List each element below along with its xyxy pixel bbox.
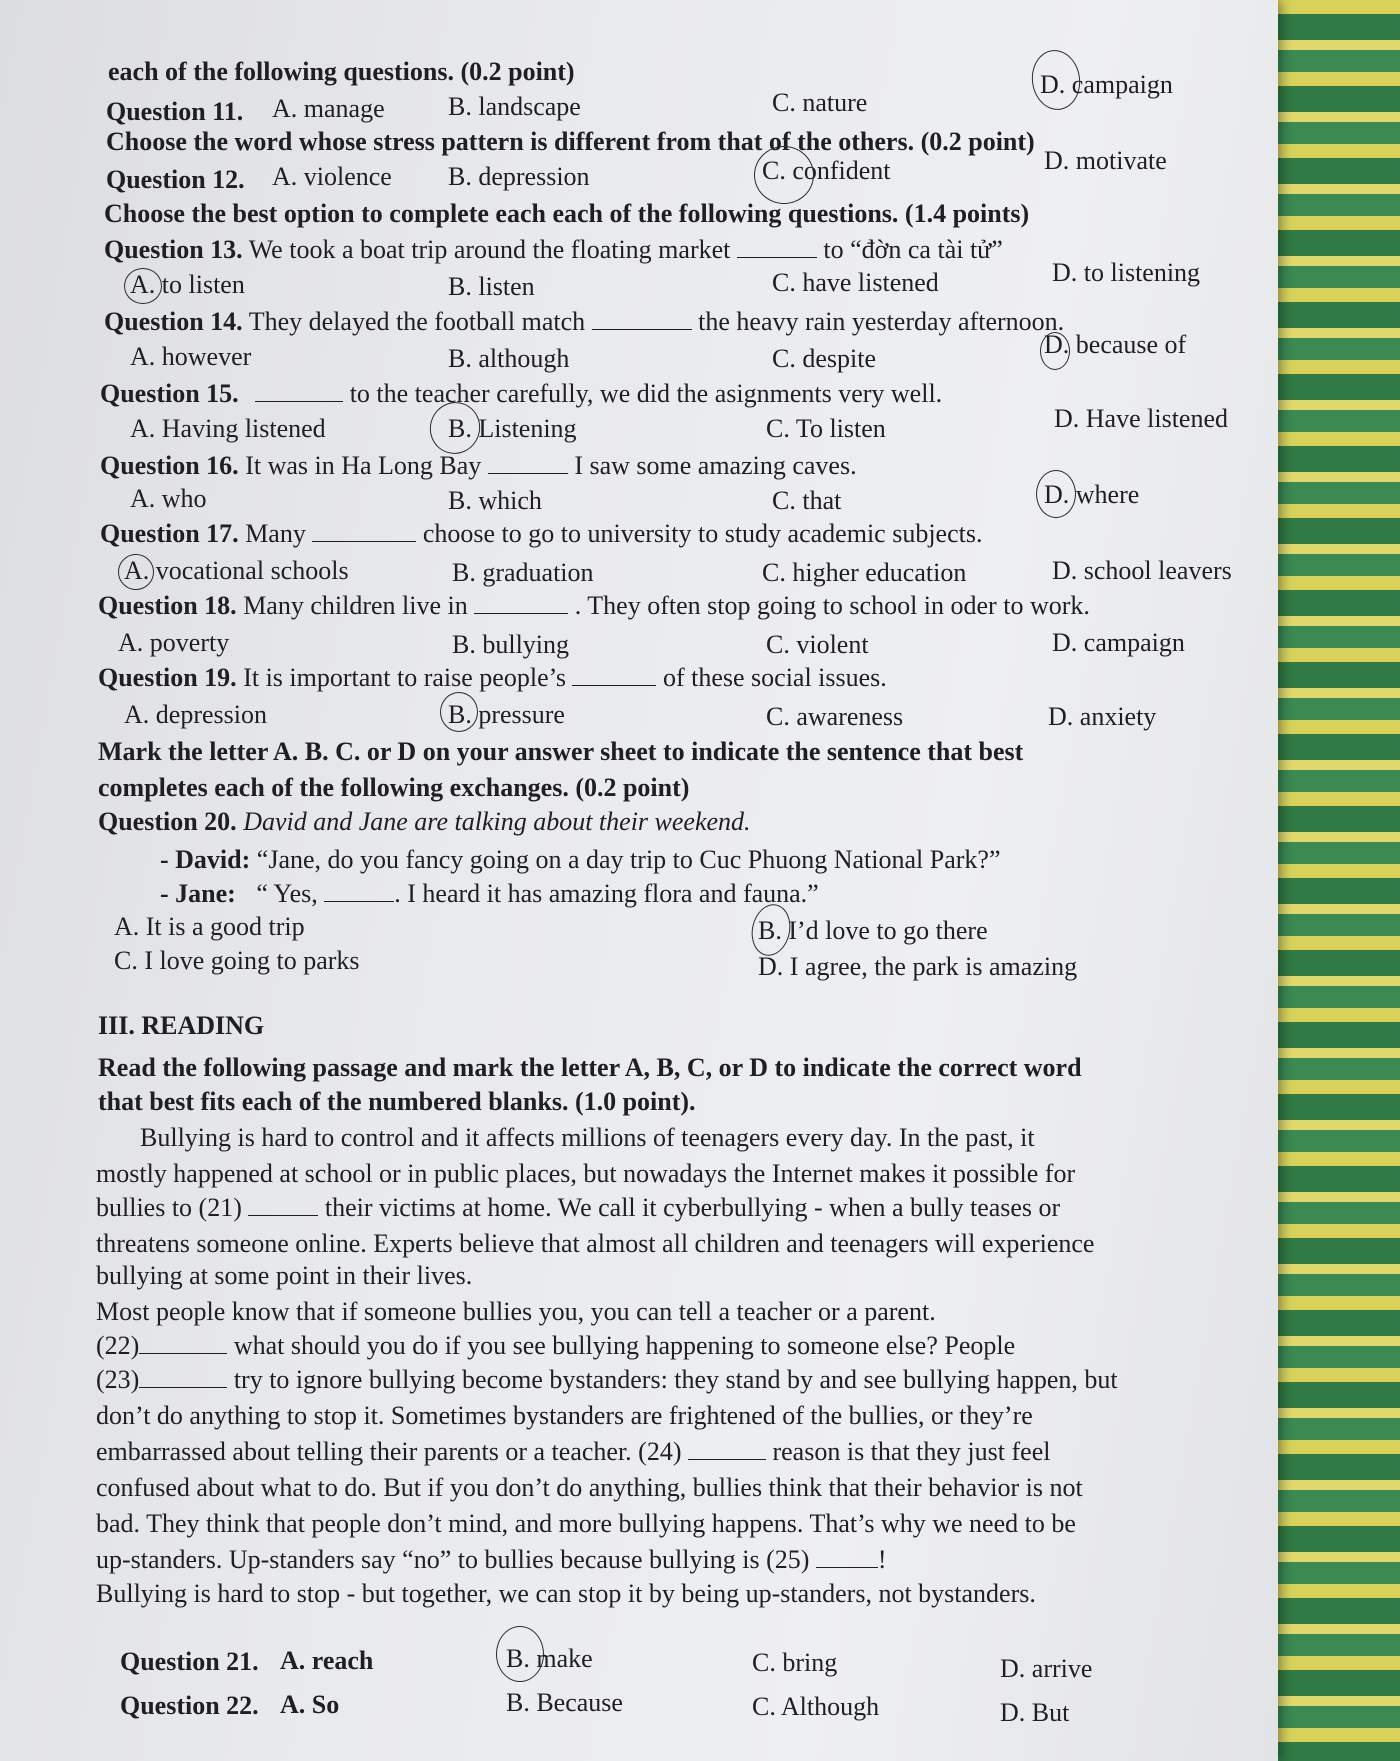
q11-option-d[interactable]: D. campaign [1040,70,1173,99]
reading-instruction-line1: Read the following passage and mark the letter A, B, C, or D to indicate the correct word [98,1053,1082,1082]
question-19-stem-part2: of these social issues. [662,663,887,692]
section-stress-instruction: Choose the word whose stress pattern is different from that of the others. (0.2 point) [106,127,1035,156]
passage-text: (23) [96,1365,140,1394]
passage-text: their victims at home. We call it cyberbullying - when a bully teases or [324,1193,1061,1222]
question-13-stem-part1: We took a boat trip around the floating market [248,235,731,264]
question-19-stem-part1: It is important to raise people’s [243,663,566,692]
blank-24 [688,1459,766,1460]
question-16-stem-part1: It was in Ha Long Bay [245,451,482,480]
q22-option-d[interactable]: D. But [1000,1698,1070,1727]
q22-option-a[interactable]: A. So [280,1690,340,1719]
jane-label: - Jane: [160,879,236,908]
blank-22 [139,1353,227,1354]
background-mat [1270,0,1400,1761]
q20-option-c[interactable]: C. I love going to parks [114,946,360,975]
question-15-label: Question 15. [100,379,239,408]
q17-option-d[interactable]: D. school leavers [1052,556,1232,585]
answer-blank [324,901,394,902]
blank-23 [139,1387,227,1388]
section-reading-title: III. READING [98,1011,265,1040]
question-18-stem [98,592,1090,621]
q12-option-c[interactable]: C. confident [762,156,891,185]
passage-text: try to ignore bullying become bystanders: they stand by and see bullying happen, but [233,1365,1118,1394]
question-17-stem [100,520,982,549]
passage-text: ! [877,1545,887,1574]
passage-line-22 [96,1332,1015,1361]
passage-line-24 [96,1438,1050,1467]
blank-21 [248,1215,318,1216]
q17-option-a[interactable]: A. vocational schools [124,556,349,585]
q19-option-c[interactable]: C. awareness [766,702,904,731]
q22-option-c[interactable]: C. Although [752,1692,880,1721]
question-14-stem-part2: the heavy rain yesterday afternoon. [698,307,1065,336]
dialogue-david [160,846,1001,875]
passage-line: mostly happened at school or in public places, but nowadays the Internet makes it possible for [96,1159,1076,1188]
q13-option-d[interactable]: D. to listening [1052,258,1201,287]
answer-blank [255,401,343,402]
q18-option-d[interactable]: D. campaign [1052,628,1185,657]
dialogue-jane [160,880,819,909]
passage-text: what should you do if you see bullying happening to someone else? People [233,1331,1016,1360]
q21-option-a[interactable]: A. reach [280,1646,374,1675]
passage-line: bullying at some point in their lives. [96,1261,473,1290]
section-best-option-instruction: Choose the best option to complete each each of the following questions. (1.4 points) [104,199,1030,228]
q13-option-a[interactable]: A. to listen [130,270,245,299]
passage-text: embarrassed about telling their parents or a teacher. (24) [96,1437,682,1466]
passage-line: threatens someone online. Experts believe that almost all children and teenagers will experience [96,1229,1095,1258]
q14-option-d[interactable]: D. because of [1044,330,1187,359]
q14-option-c[interactable]: C. despite [772,344,876,373]
q16-option-c[interactable]: C. that [772,486,842,515]
passage-line: bad. They think that people don’t mind, and more bullying happens. That’s why we need to be [96,1509,1076,1538]
passage-text: reason is that they just feel [772,1437,1051,1466]
answer-blank [737,257,817,258]
reading-instruction-line2: that best fits each of the numbered blanks. (1.0 point). [98,1087,696,1116]
q19-option-b[interactable]: B. pressure [448,700,565,729]
q20-option-b[interactable]: B. I’d love to go there [758,916,988,945]
passage-line: Bullying is hard to stop - but together, we can stop it by being up-standers, not bystanders. [96,1579,1036,1608]
answer-blank [592,329,692,330]
q22-option-b[interactable]: B. Because [506,1688,623,1717]
passage-text: (22) [96,1331,140,1360]
q18-option-c[interactable]: C. violent [766,630,869,659]
passage-line-25 [96,1546,887,1575]
question-13-label: Question 13. [104,235,243,264]
passage-line: don’t do anything to stop it. Sometimes bystanders are frightened of the bullies, or they’re [96,1401,1033,1430]
q12-option-d[interactable]: D. motivate [1044,146,1167,175]
jane-line-part1: “ Yes, [256,879,318,908]
section-exchange-instruction-line1: Mark the letter A. B. C. or D on your answer sheet to indicate the sentence that best [98,737,1024,766]
question-22-label: Question 22. [120,1691,259,1720]
question-17-stem-part1: Many [245,519,306,548]
q16-option-a[interactable]: A. who [130,484,207,513]
passage-text: bullies to (21) [96,1193,242,1222]
passage-line-21 [96,1194,1060,1223]
q19-option-a[interactable]: A. depression [124,700,267,729]
q13-option-c[interactable]: C. have listened [772,268,939,297]
q16-option-b[interactable]: B. which [448,486,542,515]
q11-option-c[interactable]: C. nature [772,88,868,117]
question-19-stem [98,664,887,693]
question-14-stem [104,308,1064,337]
question-18-stem-part1: Many children live in [243,591,468,620]
question-17-label: Question 17. [100,519,239,548]
q11-option-a[interactable]: A. manage [272,94,385,123]
passage-line: Most people know that if someone bullies you, you can tell a teacher or a parent. [96,1297,936,1326]
david-line: “Jane, do you fancy going on a day trip to Cuc Phuong National Park?” [256,845,1001,874]
section-exchange-instruction-line2: completes each of the following exchanges. (0.2 point) [98,773,690,802]
q20-option-a[interactable]: A. It is a good trip [114,912,305,941]
q15-option-c[interactable]: C. To listen [766,414,886,443]
q12-option-b[interactable]: B. depression [448,162,590,191]
q18-option-a[interactable]: A. poverty [118,628,230,657]
answer-blank [488,473,568,474]
question-20-stem [98,808,751,837]
question-16-stem-part2: I saw some amazing caves. [574,451,857,480]
question-13-stem-part2: to “đờn ca tài tử” [823,235,1003,264]
question-16-label: Question 16. [100,451,239,480]
question-12-label: Question 12. [106,165,245,194]
q17-option-b[interactable]: B. graduation [452,558,594,587]
q15-option-d[interactable]: D. Have listened [1054,404,1229,433]
question-20-context: David and Jane are talking about their weekend. [243,807,751,836]
question-20-label: Question 20. [98,807,237,836]
q16-option-d[interactable]: D. where [1044,480,1140,509]
q15-option-a[interactable]: A. Having listened [130,414,326,443]
david-label: - David: [160,845,251,874]
passage-text: up-standers. Up-standers say “no” to bullies because bullying is (25) [96,1545,810,1574]
q20-option-d[interactable]: D. I agree, the park is amazing [758,952,1078,981]
question-18-label: Question 18. [98,591,237,620]
question-14-stem-part1: They delayed the football match [248,307,586,336]
question-18-stem-part2: . They often stop going to school in oder to work. [574,591,1090,620]
question-14-label: Question 14. [104,307,243,336]
answer-blank [312,541,416,542]
answer-blank [572,685,656,686]
q15-option-b[interactable]: B. Listening [448,414,577,443]
question-16-stem [100,452,857,481]
question-15-stem [100,380,942,409]
q14-option-a[interactable]: A. however [130,342,252,371]
q13-option-b[interactable]: B. listen [448,272,535,301]
q14-option-b[interactable]: B. although [448,344,570,373]
q11-option-b[interactable]: B. landscape [448,92,581,121]
header-line: each of the following questions. (0.2 point) [108,57,575,86]
passage-line: confused about what to do. But if you don’t do anything, bullies think that their behavior is not [96,1473,1083,1502]
jane-line-part2: . I heard it has amazing flora and fauna.” [394,879,819,908]
q18-option-b[interactable]: B. bullying [452,630,570,659]
question-13-stem [104,236,1003,265]
q21-option-b[interactable]: B. make [506,1644,593,1673]
passage-line-23 [96,1366,1118,1395]
question-11-label: Question 11. [106,97,244,126]
question-17-stem-part2: choose to go to university to study academic subjects. [422,519,983,548]
question-21-label: Question 21. [120,1647,259,1676]
q12-option-a[interactable]: A. violence [272,162,392,191]
answer-blank [474,613,568,614]
question-15-stem-part2: to the teacher carefully, we did the asignments very well. [349,379,943,408]
q21-option-d[interactable]: D. arrive [1000,1654,1093,1683]
q21-option-c[interactable]: C. bring [752,1648,838,1677]
q19-option-d[interactable]: D. anxiety [1048,702,1157,731]
q17-option-c[interactable]: C. higher education [762,558,967,587]
passage-line: Bullying is hard to control and it affects millions of teenagers every day. In the past, it [140,1123,1035,1152]
question-19-label: Question 19. [98,663,237,692]
blank-25 [816,1567,878,1568]
